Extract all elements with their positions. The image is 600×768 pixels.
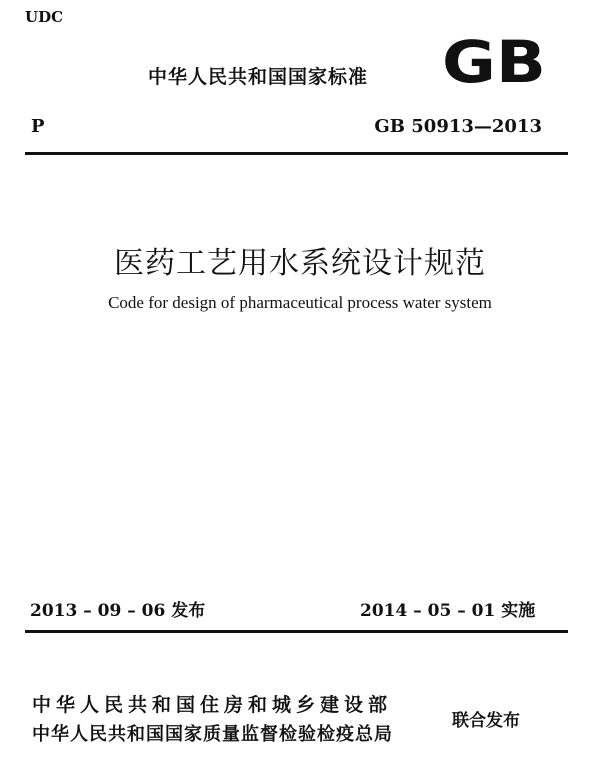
- issuer-aqsiq: 中华人民共和国国家质量监督检验检疫总局: [32, 724, 393, 745]
- gb-logo-text: GB: [442, 33, 546, 85]
- implementation-date: 2014 – 05 – 01 实施: [360, 601, 536, 621]
- issuer-ministry: 中华人民共和国住房和城乡建设部: [32, 694, 393, 716]
- title-chinese: 医药工艺用水系统设计规范: [114, 246, 486, 281]
- bottom-divider: [25, 630, 568, 633]
- national-standard-heading: 中华人民共和国国家标准: [148, 66, 369, 88]
- gb-logo: [440, 33, 548, 85]
- joint-issue-label: 联合发布: [452, 711, 520, 731]
- standard-number: GB 50913—2013: [374, 116, 542, 137]
- title-english: Code for design of pharmaceutical process water system: [108, 293, 492, 312]
- classification-code: P: [31, 116, 45, 137]
- top-divider: [25, 152, 568, 155]
- issue-date: 2013 – 09 – 06 发布: [30, 601, 206, 621]
- udc-label: UDC: [25, 8, 64, 26]
